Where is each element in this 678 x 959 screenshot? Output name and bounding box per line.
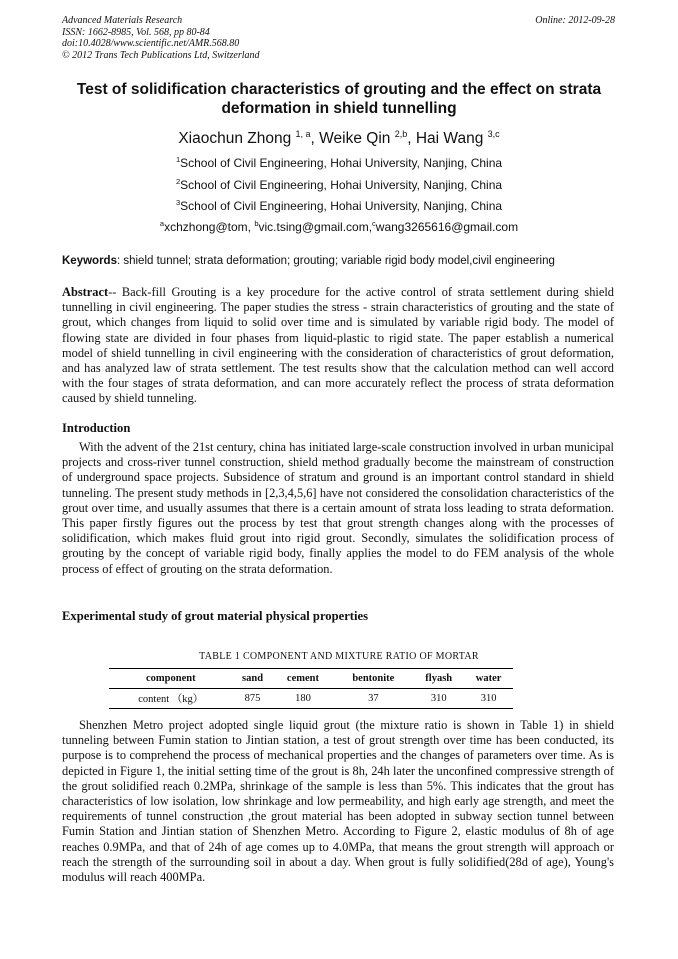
table-row — [109, 689, 513, 709]
table-header-cell: flyash — [413, 669, 464, 689]
table-header-cell: bentonite — [333, 669, 413, 689]
author-list: Xiaochun Zhong $^{1, a}$, Weike Qin $^{2,b}$, Hai Wang $^{3,c}$ — [178, 128, 500, 147]
table-header-row — [109, 669, 513, 689]
table-cell: 180 — [272, 689, 333, 709]
keywords — [62, 254, 616, 268]
author-name: Hai Wang — [415, 130, 484, 147]
email[interactable]: wang3265616@gmail.com — [375, 220, 519, 234]
table-header-cell: sand — [233, 669, 273, 689]
keywords-label: Keywords — [62, 255, 117, 267]
email-sup: b — [254, 219, 259, 228]
online-date: Online: 2012-09-28 — [535, 15, 615, 26]
affiliation — [62, 178, 616, 192]
author-sup: 3,c — [487, 128, 500, 139]
affiliation — [62, 199, 616, 213]
table-header-cell: component — [109, 669, 233, 689]
table-cell: 310 — [464, 689, 513, 709]
email-sup: c — [372, 219, 376, 228]
email[interactable]: vic.tsing@gmail.com, — [258, 220, 373, 234]
journal-metadata — [62, 15, 260, 61]
author-sup: 2,b — [394, 128, 408, 139]
abstract — [62, 285, 614, 407]
affiliation-text: School of Civil Engineering, Hohai University, Nanjing, China — [180, 199, 503, 213]
affiliation-sup: 2 — [175, 177, 181, 186]
issn: ISSN: 1662-8985, Vol. 568, pp 80-84 — [62, 26, 210, 38]
doi: doi:10.4028/www.scientific.net/AMR.568.80 — [62, 38, 240, 50]
introduction-text: With the advent of the 21st century, china has initiated large-scale construction involved in urban municipal projects and cross-river tunnel construction, shield method gradually become the mainstream of construction of underground space projects. Subsidence of stratum and ground is an important control standard in shield tunneling. The present study methods in [2,3,4,5,6] have not considered the consolidation characteristics of the grout over time, and usually assumes that there is a certain amount of strata loss leading to strata deformation. This paper firstly figures out the process by test that grout strength changes along with the processes of solidification, which makes fluid grout into rigid grout. Secondly, simulates the solidification process of grouting by the concept of variable rigid body, finally applies the model to do FEM analysis of the whole process of effect of grouting on the strata deformation. — [62, 440, 614, 576]
section-heading-introduction: Introduction — [62, 421, 131, 435]
affiliation — [62, 156, 616, 170]
author-sup: 1, a — [295, 128, 311, 139]
mixture-table — [109, 668, 513, 709]
abstract-text: -- Back-fill Grouting is a key procedure for the active control of strata settlement during shield tunnelling in civil engineering. The paper studies the stress - strain characteristics of grouting and the state of grout, which changes from liquid to solid over time and is simulated by variable rigid body. The model of flowing state are divided in four phases from liquid-plastic to rigid state. The paper establish a numerical model of shield tunnelling in civil engineering with the consideration of characteristics of grout deformation, and has analyzed law of strata settlement. The test results show that the calculation method can well accord with the four stages of strata deformation, and can more accurately reflect the process of strata deformation caused by shield tunneling. — [62, 285, 614, 406]
section-heading-experimental: Experimental study of grout material physical properties — [62, 609, 368, 623]
author-name: Xiaochun Zhong — [178, 130, 292, 147]
table-cell: content （kg） — [109, 689, 233, 709]
affiliation-text: School of Civil Engineering, Hohai University, Nanjing, China — [180, 178, 503, 192]
email-list — [62, 220, 616, 234]
table-caption: TABLE 1 COMPONENT AND MIXTURE RATIO OF MORTAR — [199, 651, 479, 662]
table-cell: 310 — [413, 689, 464, 709]
journal-name: Advanced Materials Research — [62, 15, 183, 26]
affiliation-sup: 3 — [175, 198, 181, 207]
table-header-cell: water — [464, 669, 513, 689]
keywords-text: : shield tunnel; strata deformation; grouting; variable rigid body model,civil engineering — [116, 255, 555, 267]
author-name: Weike Qin — [319, 130, 391, 147]
experimental-text: Shenzhen Metro project adopted single liquid grout (the mixture ratio is shown in Table 1) in shield tunneling between Fumin station to Jintian station, a test of grout strength over time has been conducted, its purpose is to comprehend the process of mechanical properties and the changes of parameters over time. As is depicted in Figure 1, the initial setting time of the grout is 8h, 24h later the unconfined compressive strength of the grout solidified reach 0.2MPa, shrinkage of the sample is less than 5%. This indicates that the grout has characteristics of low isolation, low shrinkage and low permeability, and high early age strength, and meet the requirements of tunnel construction ,the grout material has been adopted in subway section tunnel between Fumin Station and Jintian station of Shenzhen Metro. According to Figure 2, elastic modulus of 8h of age reaches 0.9MPa, and that of 24h of age comes up to 4.0MPa, that means the grout strength will approach or reach the strength of the surrounding soil in about a day. When grout is fully solidified(28d of age), Young's modulus will reach 400MPa. — [62, 718, 614, 885]
email-sup: a — [159, 219, 165, 228]
paper-title: Test of solidification characteristics of grouting and the effect on strata deformation in shield tunnelling — [76, 81, 602, 117]
table-cell: 875 — [233, 689, 273, 709]
abstract-label: Abstract — [62, 285, 109, 299]
email[interactable]: xchzhong@tom, — [164, 220, 251, 234]
table-header-cell: cement — [272, 669, 333, 689]
affiliation-text: School of Civil Engineering, Hohai University, Nanjing, China — [180, 156, 503, 170]
table-cell: 37 — [333, 689, 413, 709]
affiliation-sup: 1 — [175, 155, 181, 164]
copyright: © 2012 Trans Tech Publications Ltd, Switzerland — [62, 49, 260, 61]
